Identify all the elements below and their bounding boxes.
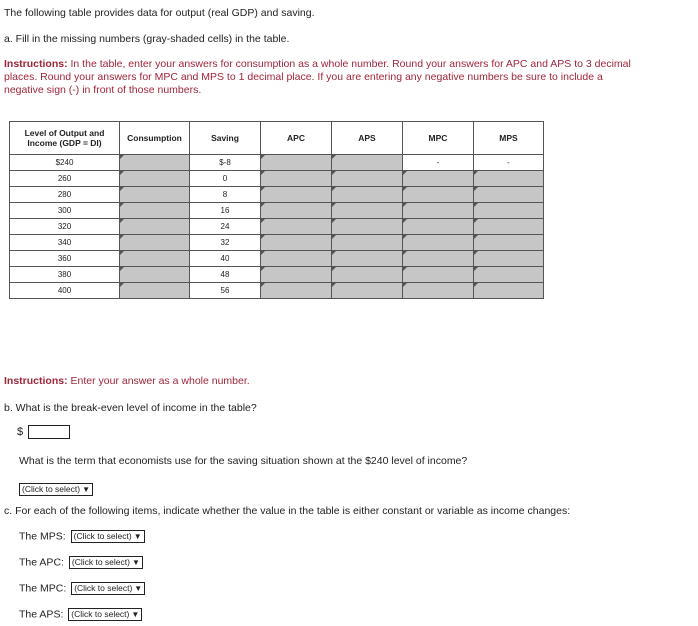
income-cell: 360 bbox=[10, 251, 120, 267]
mps-input[interactable] bbox=[474, 203, 544, 219]
saving-cell: 56 bbox=[190, 283, 261, 299]
apc-input[interactable] bbox=[261, 251, 332, 267]
saving-cell: 16 bbox=[190, 203, 261, 219]
consumption-input[interactable] bbox=[120, 203, 190, 219]
saving-cell: 24 bbox=[190, 219, 261, 235]
aps-select[interactable]: (Click to select) ▼ bbox=[68, 608, 142, 621]
apc-input[interactable] bbox=[261, 267, 332, 283]
part-b-text: b. What is the break-even level of income in the table? bbox=[4, 402, 257, 414]
consumption-input[interactable] bbox=[120, 251, 190, 267]
income-cell: 380 bbox=[10, 267, 120, 283]
saving-cell: 48 bbox=[190, 267, 261, 283]
instructions-2-label: Instructions: bbox=[4, 375, 68, 387]
consumption-input[interactable] bbox=[120, 235, 190, 251]
apc-input[interactable] bbox=[261, 155, 332, 171]
mps-input[interactable] bbox=[474, 251, 544, 267]
income-cell: 400 bbox=[10, 283, 120, 299]
income-cell: $240 bbox=[10, 155, 120, 171]
mpc-select[interactable]: (Click to select) ▼ bbox=[71, 582, 145, 595]
header-aps: APS bbox=[332, 122, 403, 155]
instructions-2: Instructions: Enter your answer as a whole number. bbox=[4, 375, 250, 387]
aps-input[interactable] bbox=[332, 235, 403, 251]
income-cell: 260 bbox=[10, 171, 120, 187]
chevron-down-icon: ▼ bbox=[133, 532, 142, 541]
table-row bbox=[10, 267, 544, 283]
apc-input[interactable] bbox=[261, 219, 332, 235]
apc-input[interactable] bbox=[261, 283, 332, 299]
mps-item bbox=[19, 530, 145, 543]
mpc-input[interactable] bbox=[403, 283, 474, 299]
saving-cell: 0 bbox=[190, 171, 261, 187]
apc-select[interactable]: (Click to select) ▼ bbox=[69, 556, 143, 569]
table-row bbox=[10, 171, 544, 187]
mpc-input[interactable] bbox=[403, 219, 474, 235]
consumption-input[interactable] bbox=[120, 155, 190, 171]
saving-cell: 8 bbox=[190, 187, 261, 203]
apc-label: The APC: bbox=[19, 556, 64, 569]
mpc-input[interactable] bbox=[403, 235, 474, 251]
aps-item bbox=[19, 608, 142, 621]
consumption-input[interactable] bbox=[120, 267, 190, 283]
aps-input[interactable] bbox=[332, 155, 403, 171]
apc-item bbox=[19, 556, 143, 569]
consumption-input[interactable] bbox=[120, 283, 190, 299]
table-row bbox=[10, 235, 544, 251]
part-c-text: c. For each of the following items, indicate whether the value in the table is either constant or variable as income changes: bbox=[4, 505, 571, 517]
chevron-down-icon: ▼ bbox=[134, 584, 143, 593]
break-even-input[interactable] bbox=[28, 425, 70, 439]
aps-input[interactable] bbox=[332, 219, 403, 235]
income-cell: 320 bbox=[10, 219, 120, 235]
mps-input[interactable] bbox=[474, 267, 544, 283]
consumption-input[interactable] bbox=[120, 187, 190, 203]
instructions-line-3: negative sign (-) in front of those numbers. bbox=[4, 84, 202, 96]
part-a-text: a. Fill in the missing numbers (gray-shaded cells) in the table. bbox=[4, 33, 290, 45]
chevron-down-icon: ▼ bbox=[131, 610, 140, 619]
saving-cell: 40 bbox=[190, 251, 261, 267]
chevron-down-icon: ▼ bbox=[82, 485, 91, 495]
income-cell: 340 bbox=[10, 235, 120, 251]
apc-input[interactable] bbox=[261, 203, 332, 219]
header-consumption: Consumption bbox=[120, 122, 190, 155]
mpc-cell: - bbox=[403, 155, 474, 171]
aps-input[interactable] bbox=[332, 203, 403, 219]
saving-cell: 32 bbox=[190, 235, 261, 251]
term-question: What is the term that economists use for the saving situation shown at the $240 level of income? bbox=[19, 455, 468, 467]
aps-input[interactable] bbox=[332, 283, 403, 299]
term-select[interactable]: (Click to select) ▼ bbox=[19, 483, 93, 496]
apc-input[interactable] bbox=[261, 235, 332, 251]
income-cell: 300 bbox=[10, 203, 120, 219]
header-mpc: MPC bbox=[403, 122, 474, 155]
dollar-sign: $ bbox=[17, 426, 24, 438]
consumption-input[interactable] bbox=[120, 171, 190, 187]
mps-input[interactable] bbox=[474, 219, 544, 235]
aps-input[interactable] bbox=[332, 267, 403, 283]
aps-input[interactable] bbox=[332, 251, 403, 267]
table-row bbox=[10, 283, 544, 299]
saving-cell: $-8 bbox=[190, 155, 261, 171]
mps-input[interactable] bbox=[474, 235, 544, 251]
table-row bbox=[10, 203, 544, 219]
mpc-input[interactable] bbox=[403, 203, 474, 219]
header-mps: MPS bbox=[474, 122, 544, 155]
chevron-down-icon: ▼ bbox=[131, 558, 140, 567]
mps-input[interactable] bbox=[474, 283, 544, 299]
mpc-input[interactable] bbox=[403, 267, 474, 283]
mps-label: The MPS: bbox=[19, 530, 66, 543]
header-apc: APC bbox=[261, 122, 332, 155]
table-row bbox=[10, 219, 544, 235]
mps-input[interactable] bbox=[474, 187, 544, 203]
header-saving: Saving bbox=[190, 122, 261, 155]
aps-label: The APS: bbox=[19, 608, 64, 621]
header-income: Level of Output and Income (GDP = DI) bbox=[10, 122, 120, 155]
apc-input[interactable] bbox=[261, 171, 332, 187]
apc-input[interactable] bbox=[261, 187, 332, 203]
instructions-label: Instructions: bbox=[4, 58, 68, 70]
mps-input[interactable] bbox=[474, 171, 544, 187]
aps-input[interactable] bbox=[332, 187, 403, 203]
mpc-input[interactable] bbox=[403, 251, 474, 267]
intro-text: The following table provides data for output (real GDP) and saving. bbox=[4, 7, 315, 19]
mpc-label: The MPC: bbox=[19, 582, 67, 595]
income-cell: 280 bbox=[10, 187, 120, 203]
instructions-line-2: places. Round your answers for MPC and MPS to 1 decimal place. If you are entering any negative numbers be sure to include a bbox=[4, 71, 603, 83]
aps-input[interactable] bbox=[332, 171, 403, 187]
term-select-wrap bbox=[19, 481, 93, 499]
consumption-input[interactable] bbox=[120, 219, 190, 235]
instructions-line-1: Instructions: In the table, enter your answers for consumption as a whole number. Round your answers for APC and APS to 3 decimal bbox=[4, 58, 631, 70]
table-row bbox=[10, 155, 544, 171]
mps-select[interactable]: (Click to select) ▼ bbox=[71, 530, 145, 543]
table-row bbox=[10, 187, 544, 203]
mpc-input[interactable] bbox=[403, 171, 474, 187]
mpc-item bbox=[19, 582, 145, 595]
mps-cell: - bbox=[474, 155, 544, 171]
table-row bbox=[10, 251, 544, 267]
table-header-row bbox=[10, 122, 544, 155]
mpc-input[interactable] bbox=[403, 187, 474, 203]
data-table bbox=[9, 121, 544, 299]
